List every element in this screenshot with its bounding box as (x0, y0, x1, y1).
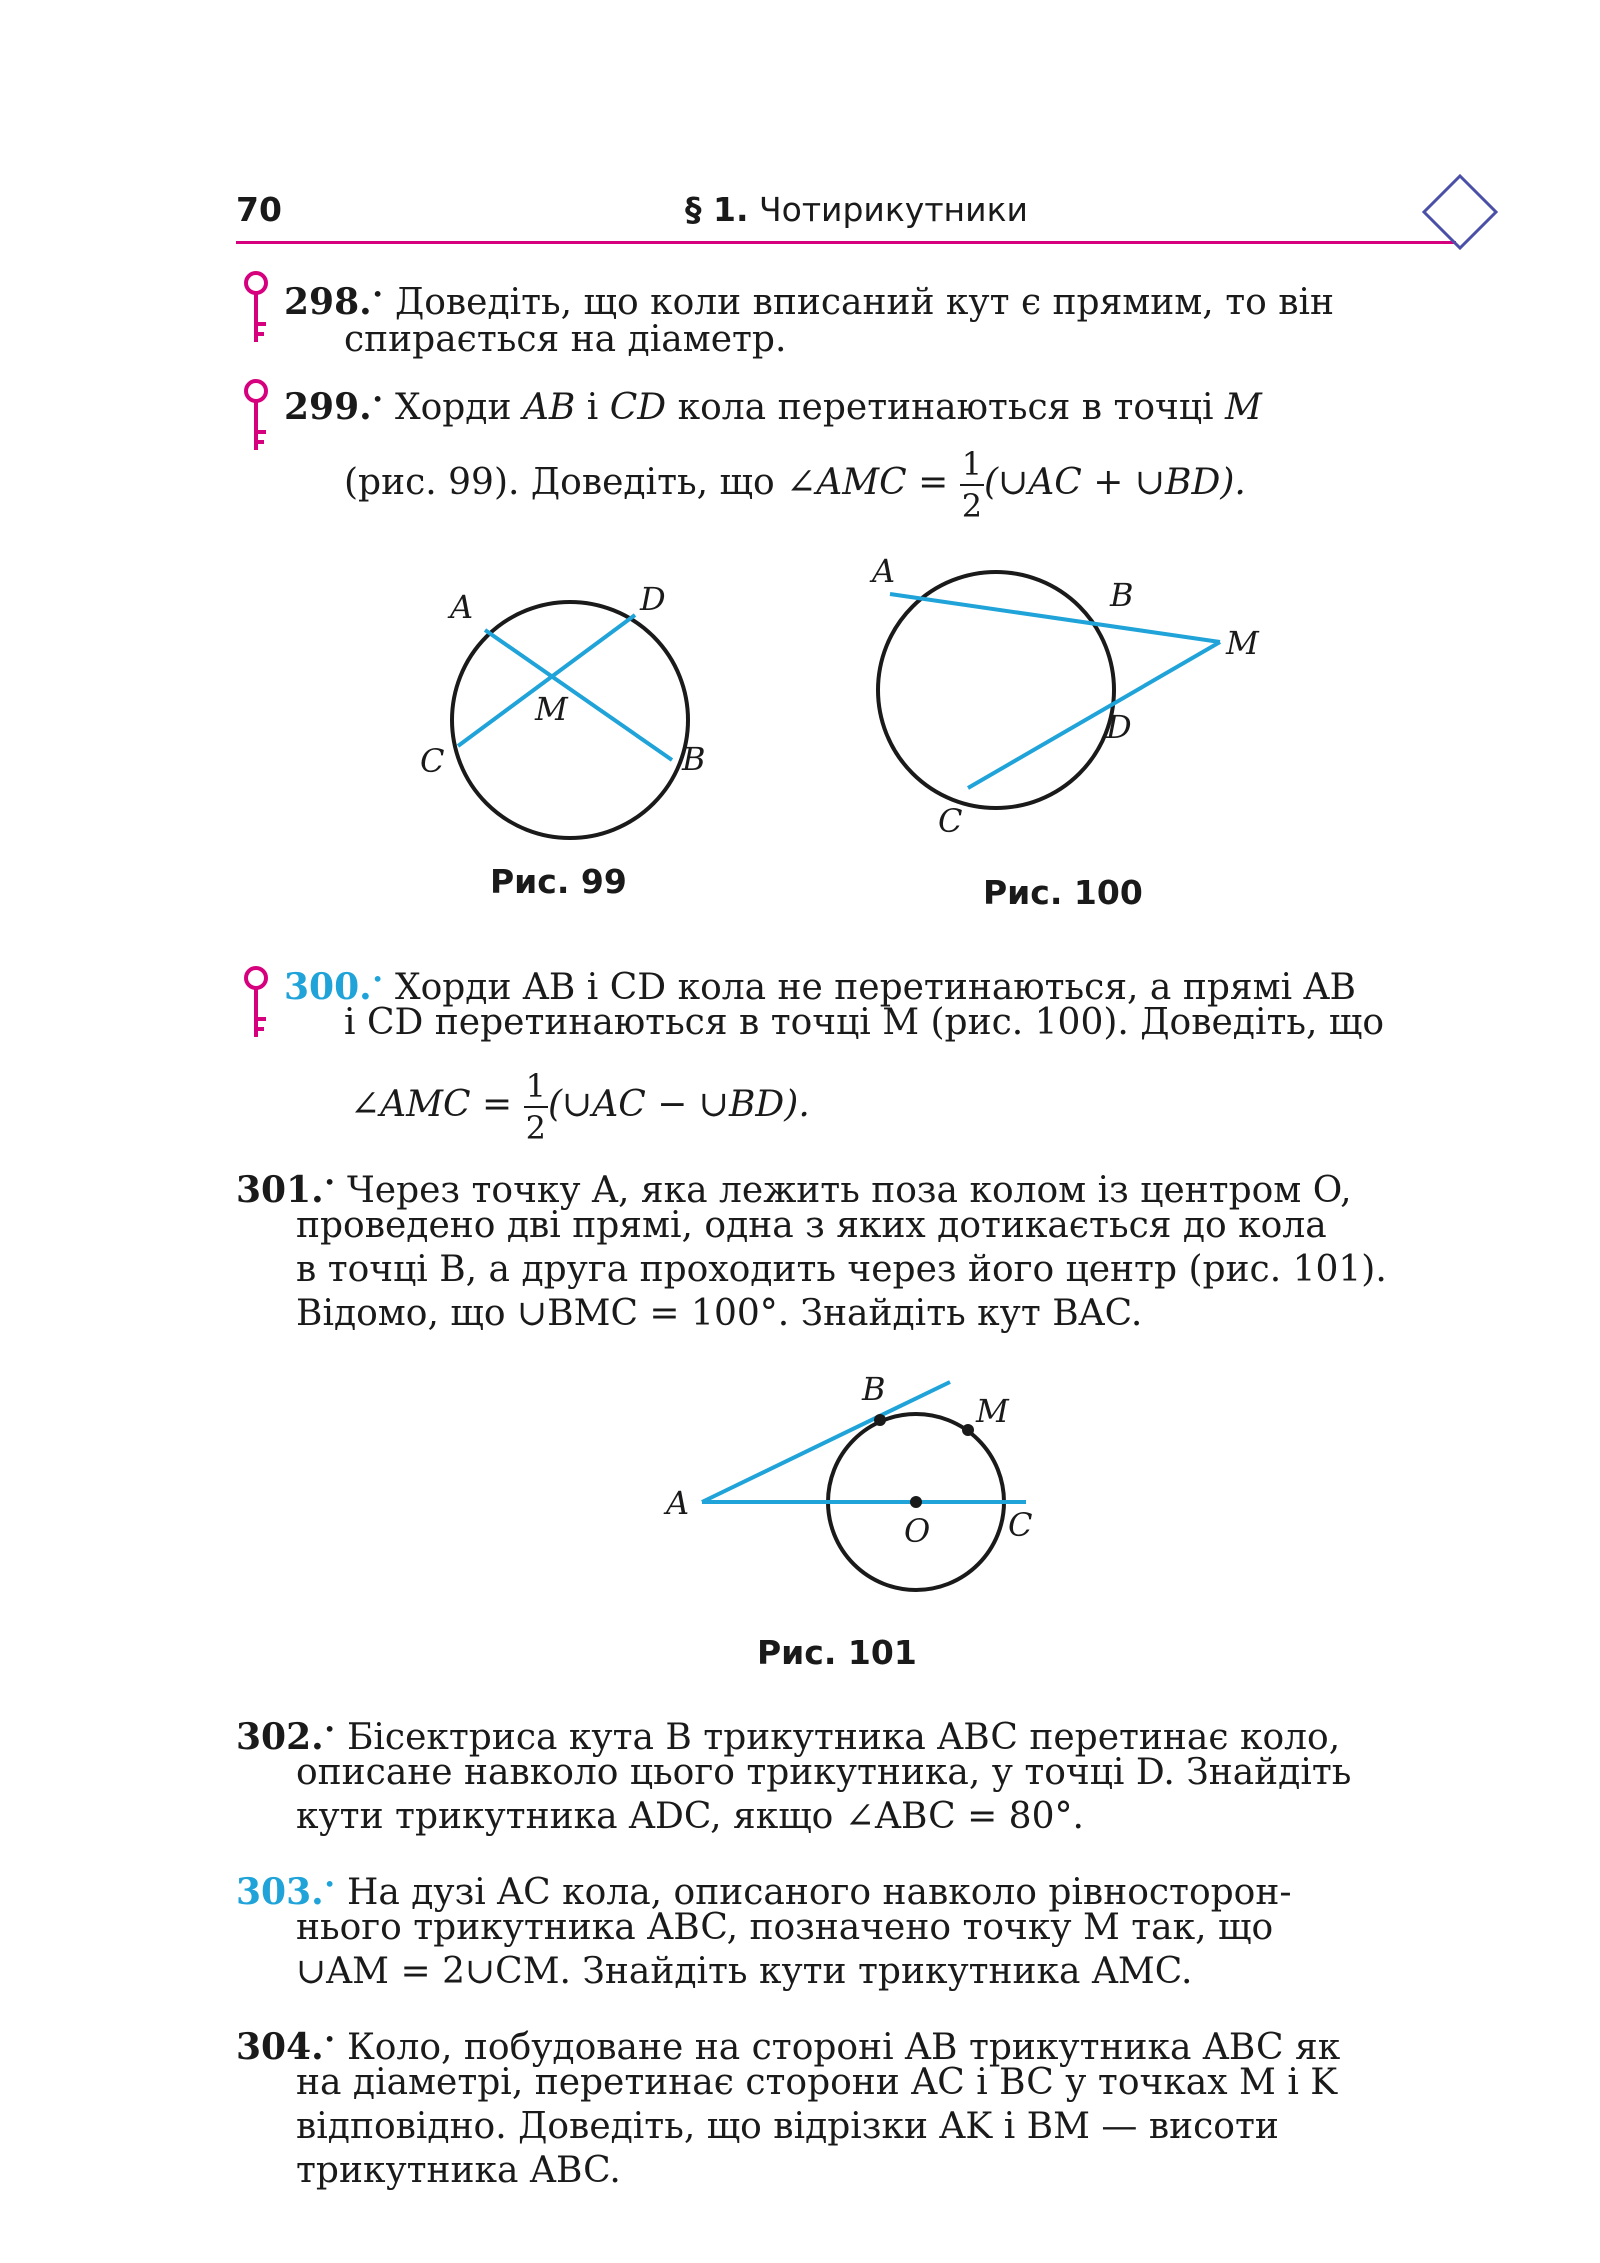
fraction-denominator: 2 (525, 1109, 546, 1147)
problem-dot: • (371, 387, 384, 411)
fig99-label-B: B (682, 740, 706, 778)
problem-303-line2: нього трикутника ABC, позначено точку M так, що (296, 1907, 1274, 1948)
key-icon (240, 965, 272, 1041)
problem-301-line2: проведено дві прямі, одна з яких дотикається до кола (296, 1205, 1327, 1246)
fig100-line-CM (968, 642, 1220, 788)
problem-number: 299. (284, 386, 372, 428)
problem-number: 302. (236, 1716, 324, 1758)
fraction-denominator: 2 (961, 487, 983, 525)
formula: ∠AMC = (786, 462, 960, 503)
problem-number: 303. (236, 1871, 324, 1913)
figure-99 (420, 570, 720, 850)
math-var: CD (609, 387, 667, 428)
problem-301-line4: Відомо, що ∪BMC = 100°. Знайдіть кут BAC. (296, 1293, 1143, 1334)
math-var: AB (522, 387, 576, 428)
diamond-icon (1420, 172, 1500, 252)
fig99-label-D: D (640, 580, 666, 618)
key-icon (240, 270, 272, 346)
problem-302-line2: описане навколо цього трикутника, у точці D. Знайдіть (296, 1752, 1352, 1793)
fig101-label-C: C (1008, 1506, 1033, 1544)
problem-300-line2: і CD перетинаються в точці M (рис. 100). Доведіть, що (344, 1002, 1385, 1043)
problem-299-line1 (284, 377, 1262, 430)
problem-text: Хорди (394, 387, 523, 428)
problem-dot: • (323, 1170, 336, 1194)
problem-number: 300. (284, 966, 372, 1008)
fig101-label-M: M (976, 1392, 1009, 1430)
problem-text: Через точку A, яка лежить поза колом із центром O, (346, 1170, 1352, 1211)
problem-304-line3: відповідно. Доведіть, що відрізки AK і BM — висоти (296, 2106, 1279, 2147)
section-mark: § 1. (685, 190, 749, 229)
formula: ∠AMC = (350, 1084, 524, 1125)
figure-100 (860, 550, 1290, 840)
fig100-line-AM (890, 594, 1220, 642)
problem-304-line2: на діаметрі, перетинає сторони AC і BC у точках M і K (296, 2062, 1338, 2103)
problem-text: Доведіть, що коли вписаний кут є прямим, то він (394, 282, 1334, 323)
fig99-label-M: M (535, 690, 568, 728)
problem-303-line3: ∪AM = 2∪CM. Знайдіть кути трикутника AMC. (296, 1951, 1193, 1992)
figure-101-caption: Рис. 101 (757, 1633, 917, 1672)
fig101-label-A: A (666, 1484, 690, 1522)
problem-302-line3: кути трикутника ADC, якщо ∠ABC = 80°. (296, 1796, 1084, 1837)
fig101-point-B (874, 1414, 886, 1426)
fig100-label-A: A (872, 552, 896, 590)
fig99-chord-AB (485, 630, 672, 760)
fig101-point-M (962, 1424, 974, 1436)
problem-number: 301. (236, 1169, 324, 1211)
figure-100-caption: Рис. 100 (983, 873, 1143, 912)
problem-299-line2 (344, 445, 1246, 525)
fraction (960, 445, 984, 525)
formula: (∪AC + ∪BD). (984, 462, 1246, 503)
fig101-label-B: B (862, 1370, 886, 1408)
fig101-tangent-AB (702, 1382, 950, 1502)
fig100-label-D: D (1106, 708, 1132, 746)
page-number: 70 (236, 190, 282, 229)
problem-dot: • (371, 967, 384, 991)
problem-dot: • (323, 1717, 336, 1741)
problem-text: кола перетинаються в точці (666, 387, 1225, 428)
problem-300-formula (350, 1067, 810, 1147)
problem-301-line3: в точці B, а друга проходить через його центр (рис. 101). (296, 1249, 1387, 1290)
formula: (∪AC − ∪BD). (547, 1084, 810, 1125)
key-icon (240, 378, 272, 454)
fig101-point-O (910, 1496, 922, 1508)
problem-dot: • (323, 1872, 336, 1896)
problem-number: 298. (284, 281, 372, 323)
problem-text: Коло, побудоване на стороні AB трикутника ABC як (346, 2027, 1341, 2068)
math-var: M (1224, 387, 1262, 428)
section-title (685, 190, 1028, 229)
fraction-numerator: 1 (524, 1070, 548, 1108)
fig100-label-M: M (1226, 624, 1259, 662)
fig100-label-C: C (938, 802, 963, 840)
figure-99-caption: Рис. 99 (490, 862, 627, 901)
figure-101 (660, 1370, 1060, 1600)
fig99-label-C: C (420, 742, 445, 780)
problem-text: На дузі AC кола, описаного навколо рівносторон- (346, 1872, 1292, 1913)
problem-text: Хорди AB і CD кола не перетинаються, а прямі AB (394, 967, 1356, 1008)
fraction-numerator: 1 (960, 448, 984, 486)
fig100-label-B: B (1110, 576, 1134, 614)
problem-number: 304. (236, 2026, 324, 2068)
header-rule (236, 241, 1456, 244)
fig99-circle (452, 602, 688, 838)
problem-dot: • (371, 282, 384, 306)
fig101-label-O: O (904, 1512, 931, 1550)
fig99-label-A: A (450, 588, 474, 626)
problem-298-line2: спирається на діаметр. (344, 319, 787, 360)
problem-dot: • (323, 2027, 336, 2051)
problem-text: (рис. 99). Доведіть, що (344, 462, 787, 503)
problem-text: і (575, 387, 610, 428)
problem-304-line4: трикутника ABC. (296, 2150, 621, 2191)
fraction (524, 1067, 548, 1147)
problem-text: Бісектриса кута B трикутника ABC перетинає коло, (346, 1717, 1341, 1758)
section-name: Чотирикутники (759, 190, 1028, 229)
